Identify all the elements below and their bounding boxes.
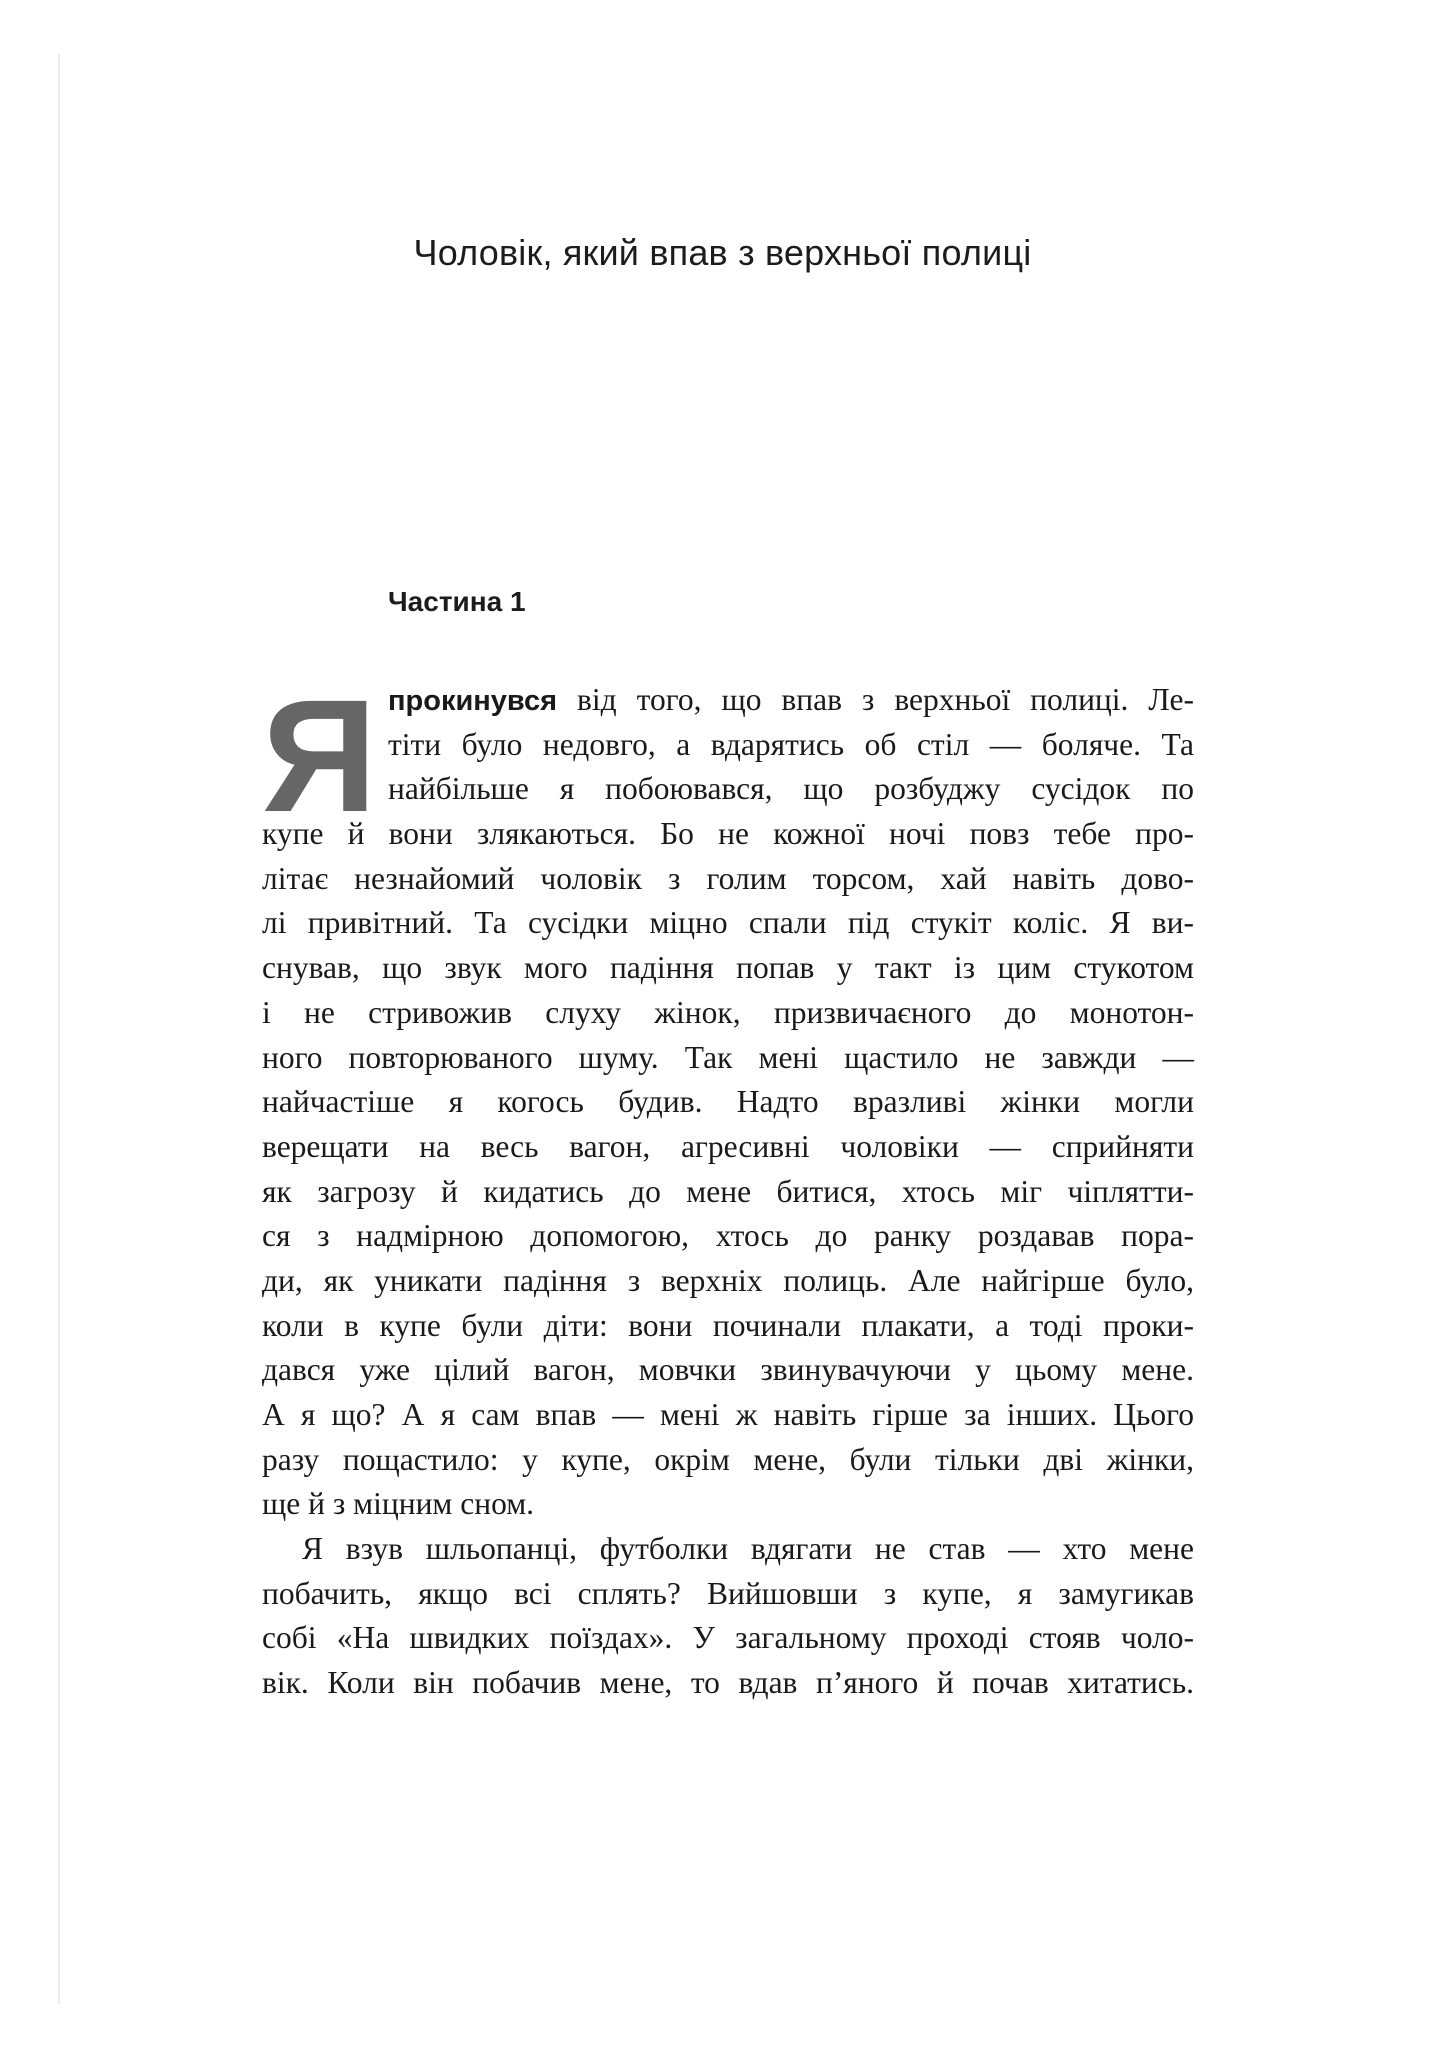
paragraph-1 xyxy=(262,666,1194,1527)
text-line: снував, що звук мого падіння попав у такт із цим стукотом xyxy=(262,950,1194,986)
text-line: верещати на весь вагон, агресивні чоловіки — сприйняти xyxy=(262,1128,1194,1164)
paragraph-2 xyxy=(262,1527,1194,1706)
text-line: вік. Коли він побачив мене, то вдав п’яного й почав хитатись. xyxy=(262,1665,1194,1701)
text-line: і не стривожив слуху жінок, призвичаєного до монотон- xyxy=(262,994,1194,1030)
text-line: прокинувся від того, що впав з верхньої полиці. Ле- xyxy=(388,682,1194,717)
text-line: дався уже цілий вагон, мовчки звинувачуючи у цьому мене. xyxy=(262,1352,1194,1388)
page-edge-divider xyxy=(58,54,60,2004)
text-line: тіти було недовго, а вдарятись об стіл — боляче. Та xyxy=(388,726,1194,762)
chapter-title: Чоловік, який впав з верхньої полиці xyxy=(413,232,1032,273)
text-line: собі «На швидких поїздах». У загальному проході стояв чоло- xyxy=(262,1620,1194,1656)
part-title: Частина 1 xyxy=(388,586,526,617)
text-line: купе й вони злякаються. Бо не кожної ночі повз тебе про- xyxy=(262,816,1194,852)
text-line: ди, як уникати падіння з верхніх полиць. Але найгірше було, xyxy=(262,1262,1194,1298)
text-line: найчастіше я когось будив. Надто вразливі жінки могли xyxy=(262,1084,1194,1120)
text-line: ного повторюваного шуму. Так мені щастило не завжди — xyxy=(262,1039,1194,1075)
text-line: як загрозу й кидатись до мене битися, хтось міг чіплятти- xyxy=(262,1173,1194,1209)
text-line: ся з надмірною допомогою, хтось до ранку роздавав пора- xyxy=(262,1218,1194,1254)
text-line: А я що? А я сам впав — мені ж навіть гірше за інших. Цього xyxy=(262,1397,1194,1432)
body-text xyxy=(262,666,1194,1706)
lead-word: прокинувся xyxy=(388,685,558,717)
text-line: разу пощастило: у купе, окрім мене, були тільки дві жінки, xyxy=(262,1441,1194,1477)
text-line: найбільше я побоювався, що розбуджу сусідок по xyxy=(388,771,1194,807)
text-line: лі привітний. Та сусідки міцно спали під стукіт коліс. Я ви- xyxy=(262,905,1194,941)
text-line: коли в купе були діти: вони починали плакати, а тоді проки- xyxy=(262,1307,1194,1343)
drop-cap: Я xyxy=(262,666,377,845)
text-line: Я взув шльопанці, футболки вдягати не став — хто мене xyxy=(302,1531,1194,1567)
text-line: літає незнайомий чоловік з голим торсом, хай навіть дово- xyxy=(262,860,1194,896)
text-line: побачить, якщо всі сплять? Вийшовши з купе, я замугикав xyxy=(262,1575,1194,1611)
text-line: ще й з міцним сном. xyxy=(262,1486,535,1522)
